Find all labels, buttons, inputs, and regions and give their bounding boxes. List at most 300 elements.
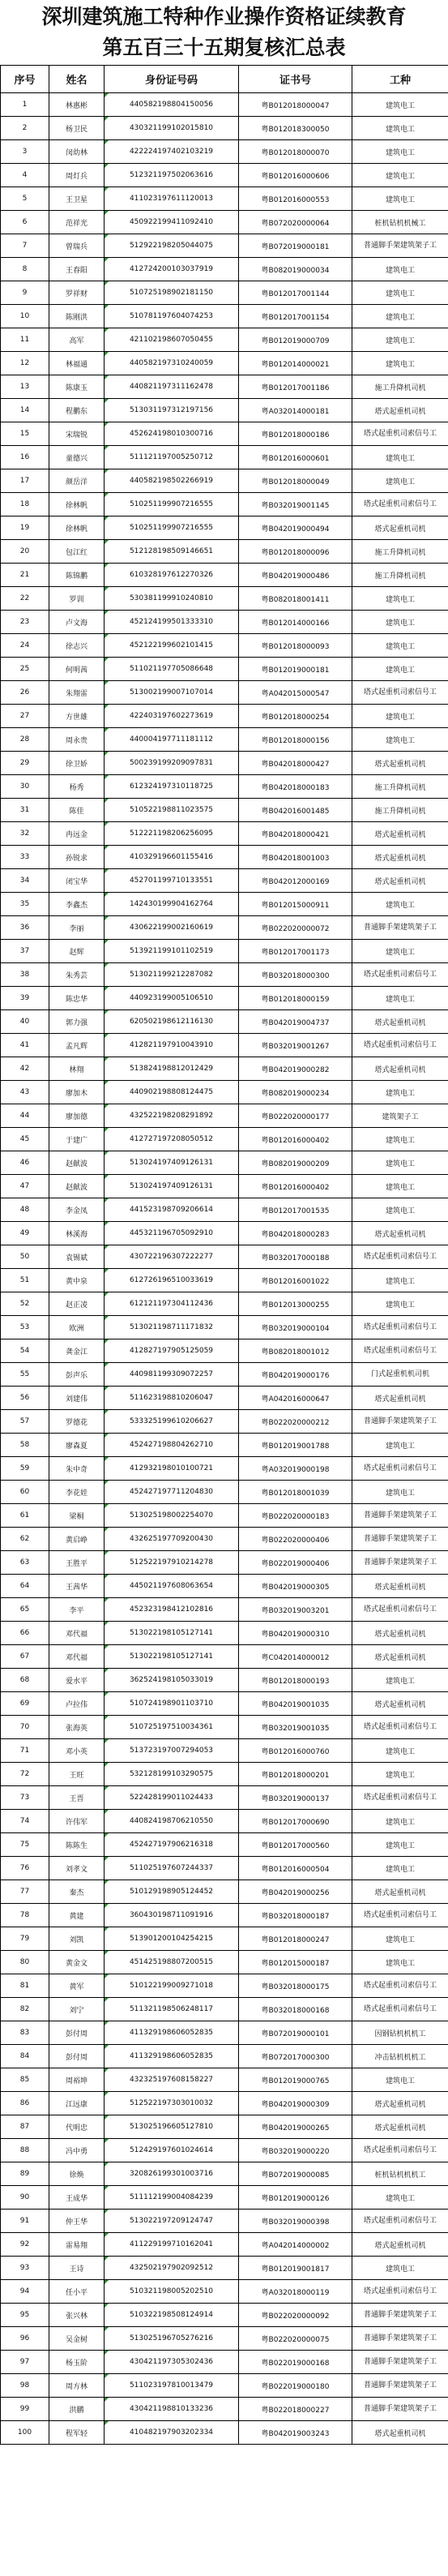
cell-certificate-number: 粤B022020000177 xyxy=(239,1104,352,1128)
cell-id-number xyxy=(105,258,239,281)
cell-index: 34 xyxy=(1,869,49,893)
id-number-text: 512522197303010032 xyxy=(129,2099,214,2107)
cell-certificate-number: 粤B012018000049 xyxy=(239,469,352,493)
cell-marker-icon xyxy=(105,140,109,144)
table-row xyxy=(1,1410,448,1434)
cell-index: 98 xyxy=(1,2374,49,2398)
cell-trade: 建筑电工 xyxy=(352,328,448,352)
cell-trade: 建筑电工 xyxy=(352,987,448,1010)
cell-certificate-number: 粤B032018000300 xyxy=(239,963,352,987)
cell-id-number xyxy=(105,1410,239,1434)
id-number-text: 360430198711091916 xyxy=(129,1911,214,1919)
table-row xyxy=(1,2210,448,2233)
cell-marker-icon xyxy=(105,1598,109,1602)
cell-marker-icon xyxy=(105,164,109,168)
cell-trade: 建筑电工 xyxy=(352,1128,448,1151)
table-row xyxy=(1,1692,448,1716)
cell-marker-icon xyxy=(105,822,109,826)
cell-index: 84 xyxy=(1,2045,49,2068)
cell-marker-icon xyxy=(105,1222,109,1226)
cell-certificate-number: 粤B042018001003 xyxy=(239,846,352,869)
table-row xyxy=(1,328,448,352)
cell-certificate-number: 粤B042019000176 xyxy=(239,1363,352,1387)
table-row xyxy=(1,1198,448,1222)
cell-trade: 建筑电工 xyxy=(352,587,448,611)
cell-marker-icon xyxy=(105,1528,109,1532)
cell-certificate-number: 粤B012017000560 xyxy=(239,1833,352,1857)
cell-certificate-number: 粤B012018000186 xyxy=(239,422,352,446)
cell-index: 57 xyxy=(1,1410,49,1434)
cell-certificate-number: 粤B042018000427 xyxy=(239,752,352,775)
cell-index: 51 xyxy=(1,1269,49,1292)
table-row xyxy=(1,93,448,117)
cell-trade: 塔式起重机司机 xyxy=(352,1222,448,1245)
cell-id-number xyxy=(105,2021,239,2045)
cell-name: 刘建伟 xyxy=(49,1387,105,1410)
cell-certificate-number: 粤B012019001817 xyxy=(239,2257,352,2280)
cell-certificate-number: 粤B012018001039 xyxy=(239,1481,352,1504)
cell-index: 91 xyxy=(1,2210,49,2233)
cell-trade: 建筑电工 xyxy=(352,1151,448,1175)
cell-name: 任小平 xyxy=(49,2280,105,2304)
cell-certificate-number: 粤B012016000553 xyxy=(239,187,352,211)
table-row xyxy=(1,1622,448,1645)
cell-certificate-number: 粤B042012000169 xyxy=(239,869,352,893)
cell-marker-icon xyxy=(105,1739,109,1743)
cell-index: 8 xyxy=(1,258,49,281)
cell-name: 李花娃 xyxy=(49,1481,105,1504)
cell-certificate-number: 粤B012017001186 xyxy=(239,375,352,399)
cell-id-number xyxy=(105,1951,239,1974)
cell-trade: 建筑电工 xyxy=(352,1857,448,1880)
table-row xyxy=(1,1434,448,1457)
id-number-text: 513021199212287082 xyxy=(129,971,214,979)
cell-marker-icon xyxy=(105,869,109,873)
cell-name: 林惠彬 xyxy=(49,93,105,117)
cell-index: 52 xyxy=(1,1292,49,1316)
cell-marker-icon xyxy=(105,258,109,262)
cell-index: 35 xyxy=(1,893,49,916)
cell-marker-icon xyxy=(105,634,109,638)
cell-id-number xyxy=(105,775,239,799)
cell-index: 40 xyxy=(1,1010,49,1034)
cell-id-number xyxy=(105,869,239,893)
cell-id-number xyxy=(105,1434,239,1457)
cell-certificate-number: 粤A032018000119 xyxy=(239,2280,352,2304)
cell-id-number xyxy=(105,281,239,305)
table-row xyxy=(1,1175,448,1198)
cell-certificate-number: 粤B012017001535 xyxy=(239,1198,352,1222)
table-row xyxy=(1,1645,448,1669)
cell-name: 王诗 xyxy=(49,2257,105,2280)
id-number-text: 511623198810206047 xyxy=(129,1394,214,1402)
cell-id-number xyxy=(105,1151,239,1175)
id-number-text: 411229199710162041 xyxy=(129,2240,214,2248)
cell-marker-icon xyxy=(105,2186,109,2190)
table-row xyxy=(1,2421,448,2445)
id-number-text: 612121197304112436 xyxy=(129,1300,214,1308)
id-number-text: 612324197310118725 xyxy=(129,782,214,791)
cell-index: 16 xyxy=(1,446,49,469)
cell-marker-icon xyxy=(105,1504,109,1508)
cell-id-number xyxy=(105,893,239,916)
cell-certificate-number: 粤B022019000180 xyxy=(239,2374,352,2398)
table-row xyxy=(1,1598,448,1622)
id-number-text: 432625197709200430 xyxy=(129,1535,214,1543)
cell-index: 96 xyxy=(1,2327,49,2351)
id-number-text: 510781197604074253 xyxy=(129,312,214,320)
cell-trade: 塔式起重机司索信号工 xyxy=(352,1339,448,1363)
cell-marker-icon xyxy=(105,1622,109,1626)
table-row xyxy=(1,2092,448,2115)
cell-trade: 塔式起重机司索信号工 xyxy=(352,1245,448,1269)
cell-trade: 因钢钻机机机工 xyxy=(352,2021,448,2045)
cell-marker-icon xyxy=(105,658,109,662)
table-row xyxy=(1,1222,448,1245)
cell-trade: 普通脚手架建筑架子工 xyxy=(352,234,448,258)
cell-name: 程鹏东 xyxy=(49,399,105,422)
cell-certificate-number: 粤B012013000255 xyxy=(239,1292,352,1316)
table-row xyxy=(1,258,448,281)
cell-marker-icon xyxy=(105,1716,109,1720)
cell-id-number xyxy=(105,117,239,140)
id-number-text: 412932198010100721 xyxy=(129,1464,214,1472)
cell-marker-icon xyxy=(105,1198,109,1202)
cell-trade: 建筑电工 xyxy=(352,705,448,728)
table-row xyxy=(1,2304,448,2327)
cell-index: 61 xyxy=(1,1504,49,1528)
id-number-text: 522428199011024433 xyxy=(129,1794,214,1802)
cell-certificate-number: 粤B012017001154 xyxy=(239,305,352,328)
cell-name: 闭宝华 xyxy=(49,869,105,893)
cell-id-number xyxy=(105,2257,239,2280)
cell-id-number xyxy=(105,234,239,258)
cell-id-number xyxy=(105,1245,239,1269)
id-number-text: 441523198709206614 xyxy=(129,1206,214,1214)
cell-name: 廖加木 xyxy=(49,1081,105,1104)
cell-id-number xyxy=(105,2398,239,2421)
table-row xyxy=(1,1457,448,1481)
cell-name: 颜岳洋 xyxy=(49,469,105,493)
id-number-text: 412821197910043910 xyxy=(129,1041,214,1049)
cell-index: 27 xyxy=(1,705,49,728)
cell-certificate-number: 粤B012016001022 xyxy=(239,1269,352,1292)
cell-index: 60 xyxy=(1,1481,49,1504)
cell-name: 爱水平 xyxy=(49,1669,105,1692)
cell-trade: 塔式起重机司索信号工 xyxy=(352,2210,448,2233)
cell-trade: 门式起重机机司机 xyxy=(352,1363,448,1387)
table-row xyxy=(1,187,448,211)
cell-marker-icon xyxy=(105,752,109,756)
id-number-text: 432502197902092512 xyxy=(129,2264,214,2272)
cell-name: 陈刚洪 xyxy=(49,305,105,328)
cell-index: 9 xyxy=(1,281,49,305)
cell-marker-icon xyxy=(105,1551,109,1555)
cell-id-number xyxy=(105,963,239,987)
cell-marker-icon xyxy=(105,987,109,991)
cell-name: 于建广 xyxy=(49,1128,105,1151)
cell-index: 25 xyxy=(1,658,49,681)
id-number-text: 510322198508124914 xyxy=(129,2311,214,2319)
cell-id-number xyxy=(105,2327,239,2351)
cell-index: 77 xyxy=(1,1880,49,1904)
cell-trade: 建筑电工 xyxy=(352,140,448,164)
id-number-text: 511025197607244337 xyxy=(129,1864,214,1872)
cell-marker-icon xyxy=(105,1151,109,1155)
table-row xyxy=(1,1316,448,1339)
title-line-2: 第五百三十五期复核汇总表 xyxy=(102,36,346,59)
cell-marker-icon xyxy=(105,469,109,474)
cell-certificate-number: 粤B012015000187 xyxy=(239,1951,352,1974)
cell-marker-icon xyxy=(105,564,109,568)
cell-id-number xyxy=(105,328,239,352)
cell-trade: 塔式起重机司索信号工 xyxy=(352,1598,448,1622)
cell-marker-icon xyxy=(105,1904,109,1908)
cell-name: 王成华 xyxy=(49,2186,105,2210)
cell-certificate-number: 粤B012018000193 xyxy=(239,1669,352,1692)
table-row xyxy=(1,1880,448,1904)
table-row xyxy=(1,987,448,1010)
table-row xyxy=(1,1716,448,1739)
cell-marker-icon xyxy=(105,2351,109,2355)
cell-trade: 建筑电工 xyxy=(352,1198,448,1222)
cell-marker-icon xyxy=(105,2280,109,2284)
id-number-text: 440923199005106510 xyxy=(129,994,214,1002)
cell-index: 1 xyxy=(1,93,49,117)
cell-name: 邓代福 xyxy=(49,1645,105,1669)
cell-name: 朱中奇 xyxy=(49,1457,105,1481)
table-row xyxy=(1,469,448,493)
cell-index: 46 xyxy=(1,1151,49,1175)
cell-id-number xyxy=(105,2351,239,2374)
header-name: 姓名 xyxy=(49,66,105,93)
id-number-text: 513921199101102519 xyxy=(129,947,214,955)
cell-certificate-number: 粤B012016000606 xyxy=(239,164,352,187)
cell-id-number xyxy=(105,1692,239,1716)
cell-id-number xyxy=(105,2162,239,2186)
cell-id-number xyxy=(105,469,239,493)
cell-trade: 塔式起重机司机 xyxy=(352,1057,448,1081)
id-number-text: 513022197209124747 xyxy=(129,2217,214,2225)
cell-index: 71 xyxy=(1,1739,49,1763)
cell-marker-icon xyxy=(105,775,109,779)
cell-index: 48 xyxy=(1,1198,49,1222)
cell-name: 周灯兵 xyxy=(49,164,105,187)
table-row xyxy=(1,493,448,516)
table-row xyxy=(1,752,448,775)
id-number-text: 410329196601155416 xyxy=(129,853,214,861)
cell-index: 50 xyxy=(1,1245,49,1269)
cell-id-number xyxy=(105,1387,239,1410)
cell-id-number xyxy=(105,1363,239,1387)
cell-index: 20 xyxy=(1,540,49,564)
id-number-text: 440582198502266919 xyxy=(129,477,214,485)
cell-id-number xyxy=(105,1316,239,1339)
id-number-text: 510725198902181150 xyxy=(129,289,214,297)
cell-trade: 塔式起重机司索信号工 xyxy=(352,1974,448,1998)
cell-index: 94 xyxy=(1,2280,49,2304)
cell-index: 49 xyxy=(1,1222,49,1245)
cell-name: 邓小英 xyxy=(49,1739,105,1763)
cell-id-number xyxy=(105,916,239,940)
cell-name: 袁锡斌 xyxy=(49,1245,105,1269)
cell-name: 王旺 xyxy=(49,1763,105,1786)
cell-certificate-number: 粤B012014000021 xyxy=(239,352,352,375)
cell-marker-icon xyxy=(105,211,109,215)
cell-name: 罗训 xyxy=(49,587,105,611)
cell-marker-icon xyxy=(105,305,109,309)
header-index: 序号 xyxy=(1,66,49,93)
cell-id-number xyxy=(105,2092,239,2115)
table-row xyxy=(1,2186,448,2210)
cell-name: 杨卫民 xyxy=(49,117,105,140)
cell-trade: 建筑电工 xyxy=(352,164,448,187)
cell-marker-icon xyxy=(105,1034,109,1038)
cell-trade: 普通脚手架建筑架子工 xyxy=(352,1528,448,1551)
cell-index: 4 xyxy=(1,164,49,187)
cell-certificate-number: 粤B012019000126 xyxy=(239,2186,352,2210)
cell-index: 72 xyxy=(1,1763,49,1786)
cell-certificate-number: 粤B042019000310 xyxy=(239,1622,352,1645)
cell-name: 欧洲 xyxy=(49,1316,105,1339)
id-number-text: 513022198105127141 xyxy=(129,1629,214,1637)
cell-marker-icon xyxy=(105,1951,109,1955)
cell-name: 朱翔雷 xyxy=(49,681,105,705)
cell-marker-icon xyxy=(105,2374,109,2378)
id-number-text: 440821197311162478 xyxy=(129,383,214,391)
id-number-text: 510725197510034361 xyxy=(129,1723,214,1731)
id-number-text: 512429197601024614 xyxy=(129,2146,214,2154)
table-header-row xyxy=(1,66,448,93)
cell-id-number xyxy=(105,1833,239,1857)
table-row xyxy=(1,1763,448,1786)
table-row xyxy=(1,2233,448,2257)
cell-certificate-number: 粤B082019000234 xyxy=(239,1081,352,1104)
id-number-text: 513031197312197156 xyxy=(129,406,214,414)
table-row xyxy=(1,1081,448,1104)
cell-trade: 塔式起重机司索信号工 xyxy=(352,1786,448,1810)
cell-marker-icon xyxy=(105,2257,109,2261)
cell-id-number xyxy=(105,564,239,587)
id-number-text: 511112199004084239 xyxy=(129,2193,214,2201)
table-row xyxy=(1,1151,448,1175)
cell-trade: 桩机钻机机械工 xyxy=(352,211,448,234)
cell-index: 79 xyxy=(1,1927,49,1951)
cell-trade: 普通脚手架建筑架子工 xyxy=(352,2304,448,2327)
cell-certificate-number: 粤B042019000494 xyxy=(239,516,352,540)
id-number-text: 612726196510033619 xyxy=(129,1276,214,1284)
id-number-text: 440582198804150056 xyxy=(129,101,214,109)
cell-name: 朱秀芸 xyxy=(49,963,105,987)
cell-index: 81 xyxy=(1,1974,49,1998)
cell-name: 黄中泉 xyxy=(49,1269,105,1292)
cell-certificate-number: 粤B022019000406 xyxy=(239,1551,352,1575)
cell-id-number xyxy=(105,211,239,234)
table-row xyxy=(1,681,448,705)
cell-index: 21 xyxy=(1,564,49,587)
cell-marker-icon xyxy=(105,1481,109,1485)
cell-name: 孟凡辉 xyxy=(49,1034,105,1057)
cell-index: 26 xyxy=(1,681,49,705)
cell-certificate-number: 粤B012019000181 xyxy=(239,658,352,681)
cell-marker-icon xyxy=(105,2233,109,2237)
cell-trade: 普通脚手架建筑架子工 xyxy=(352,2374,448,2398)
id-number-text: 510251199907216555 xyxy=(129,500,214,508)
cell-trade: 塔式起重机司索信号工 xyxy=(352,2139,448,2162)
cell-marker-icon xyxy=(105,1786,109,1790)
cell-name: 陈忠华 xyxy=(49,987,105,1010)
id-number-text: 513901200104254215 xyxy=(129,1935,214,1943)
id-number-text: 512522197910214278 xyxy=(129,1558,214,1567)
cell-index: 13 xyxy=(1,375,49,399)
cell-certificate-number: 粤B012018000247 xyxy=(239,1927,352,1951)
cell-id-number xyxy=(105,1551,239,1575)
cell-marker-icon xyxy=(105,705,109,709)
cell-index: 93 xyxy=(1,2257,49,2280)
cell-certificate-number: 粤B042019000309 xyxy=(239,2092,352,2115)
cell-trade: 建筑电工 xyxy=(352,1292,448,1316)
cell-trade: 塔式起重机司机 xyxy=(352,869,448,893)
table-row xyxy=(1,893,448,916)
cell-index: 76 xyxy=(1,1857,49,1880)
cell-id-number xyxy=(105,728,239,752)
cell-marker-icon xyxy=(105,1104,109,1108)
cell-marker-icon xyxy=(105,117,109,121)
cell-name: 洪鹏 xyxy=(49,2398,105,2421)
cell-marker-icon xyxy=(105,1927,109,1931)
cell-name: 江远康 xyxy=(49,2092,105,2115)
cell-certificate-number: 粤B012017001144 xyxy=(239,281,352,305)
cell-name: 杨玉阶 xyxy=(49,2351,105,2374)
cell-marker-icon xyxy=(105,1245,109,1249)
table-row xyxy=(1,1034,448,1057)
table-body xyxy=(1,93,448,2445)
cell-name: 林福通 xyxy=(49,352,105,375)
cell-index: 95 xyxy=(1,2304,49,2327)
cell-name: 王胜平 xyxy=(49,1551,105,1575)
cell-marker-icon xyxy=(105,422,109,426)
table-row xyxy=(1,2257,448,2280)
cell-id-number xyxy=(105,822,239,846)
cell-index: 14 xyxy=(1,399,49,422)
cell-certificate-number: 粤B032018000175 xyxy=(239,1974,352,1998)
table-row xyxy=(1,940,448,963)
id-number-text: 513025196605127810 xyxy=(129,2123,214,2131)
table-row xyxy=(1,1904,448,1927)
id-number-text: 513824198812012429 xyxy=(129,1065,214,1073)
header-trade: 工种 xyxy=(352,66,448,93)
cell-marker-icon xyxy=(105,1128,109,1132)
cell-id-number xyxy=(105,1104,239,1128)
id-number-text: 422403197602273619 xyxy=(129,712,214,720)
cell-index: 87 xyxy=(1,2115,49,2139)
cell-marker-icon xyxy=(105,940,109,944)
cell-id-number xyxy=(105,1857,239,1880)
cell-index: 3 xyxy=(1,140,49,164)
cell-trade: 施工升降机司机 xyxy=(352,775,448,799)
cell-certificate-number: 粤B012014000166 xyxy=(239,611,352,634)
id-number-text: 440981199309072257 xyxy=(129,1370,214,1378)
cell-id-number xyxy=(105,1763,239,1786)
cell-certificate-number: 粤B012019000765 xyxy=(239,2068,352,2092)
cell-name: 黄军 xyxy=(49,1974,105,1998)
table-row xyxy=(1,2045,448,2068)
cell-index: 90 xyxy=(1,2186,49,2210)
cell-index: 47 xyxy=(1,1175,49,1198)
cell-trade: 建筑电工 xyxy=(352,1081,448,1104)
cell-marker-icon xyxy=(105,799,109,803)
cell-name: 罗祥财 xyxy=(49,281,105,305)
